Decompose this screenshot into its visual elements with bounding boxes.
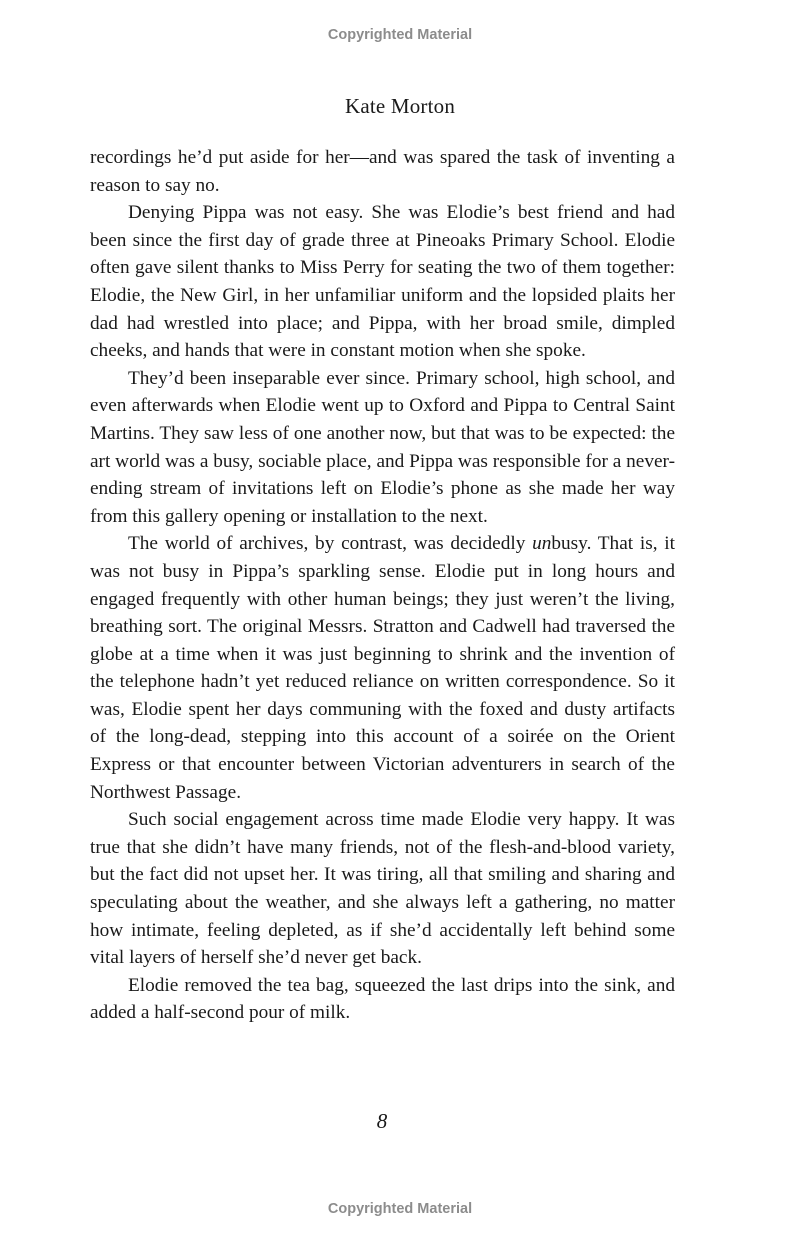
copyright-watermark-bottom: Copyrighted Material (327, 1201, 473, 1217)
page-number: 8 (376, 1109, 388, 1133)
paragraph-4 (90, 530, 675, 806)
paragraph-3: They’d been inseparable ever since. Primary school, high school, and even afterwards when Elodie went up to Oxford and Pippa to Central Saint Martins. They saw less of one another now, but that was to be expected: the art world was a busy, sociable place, and Pippa was responsible for a never-ending stream of invitations left on Elodie’s phone as she made her way from this gallery opening or installation to the next. (90, 367, 675, 527)
running-head-author: Kate Morton (344, 94, 456, 118)
paragraph-5: Such social engagement across time made Elodie very happy. It was true that she didn’t have many friends, not of the flesh-and-blood variety, but the fact did not upset her. It was tiring, all that smiling and sharing and speculating about the weather, and she always left a gathering, no matter how intimate, feeling depleted, as if she’d accidentally left behind some vital layers of herself she’d never get back. (90, 809, 675, 969)
paragraph-1: recordings he’d put aside for her—and was spared the task of inventing a reason to say no. (90, 147, 675, 196)
paragraph-2: Denying Pippa was not easy. She was Elodie’s best friend and had been since the first day of grade three at Pineoaks Primary School. Elodie often gave silent thanks to Miss Perry for seating the two of them together: Elodie, the New Girl, in her unfamiliar uniform and the lopsided plaits her dad had wrestled into place; and Pippa, with her broad smile, dimpled cheeks, and hands that were in constant motion when she spoke. (90, 202, 675, 362)
body-text (90, 144, 675, 1027)
paragraph-4-after: busy. That is, it was not busy in Pippa’s sparkling sense. Elodie put in long hours and engaged frequently with other human beings; they just weren’t the living, breathing sort. The original Messrs. Stratton and Cadwell had traversed the globe at a time when it was just beginning to shrink and the invention of the telephone hadn’t yet reduced reliance on written correspondence. So it was, Elodie spent her days communing with the foxed and dusty artifacts of the long-dead, stepping into this account of a soirée on the Orient Express or that encounter between Victorian adventurers in search of the Northwest Passage. (90, 533, 675, 803)
paragraph-6: Elodie removed the tea bag, squeezed the last drips into the sink, and added a half-second pour of milk. (90, 974, 675, 1024)
paragraph-4-before: The world of archives, by contrast, was decidedly (128, 533, 533, 555)
copyright-watermark-top: Copyrighted Material (327, 27, 473, 43)
paragraph-4-emphasis: un (532, 533, 552, 555)
